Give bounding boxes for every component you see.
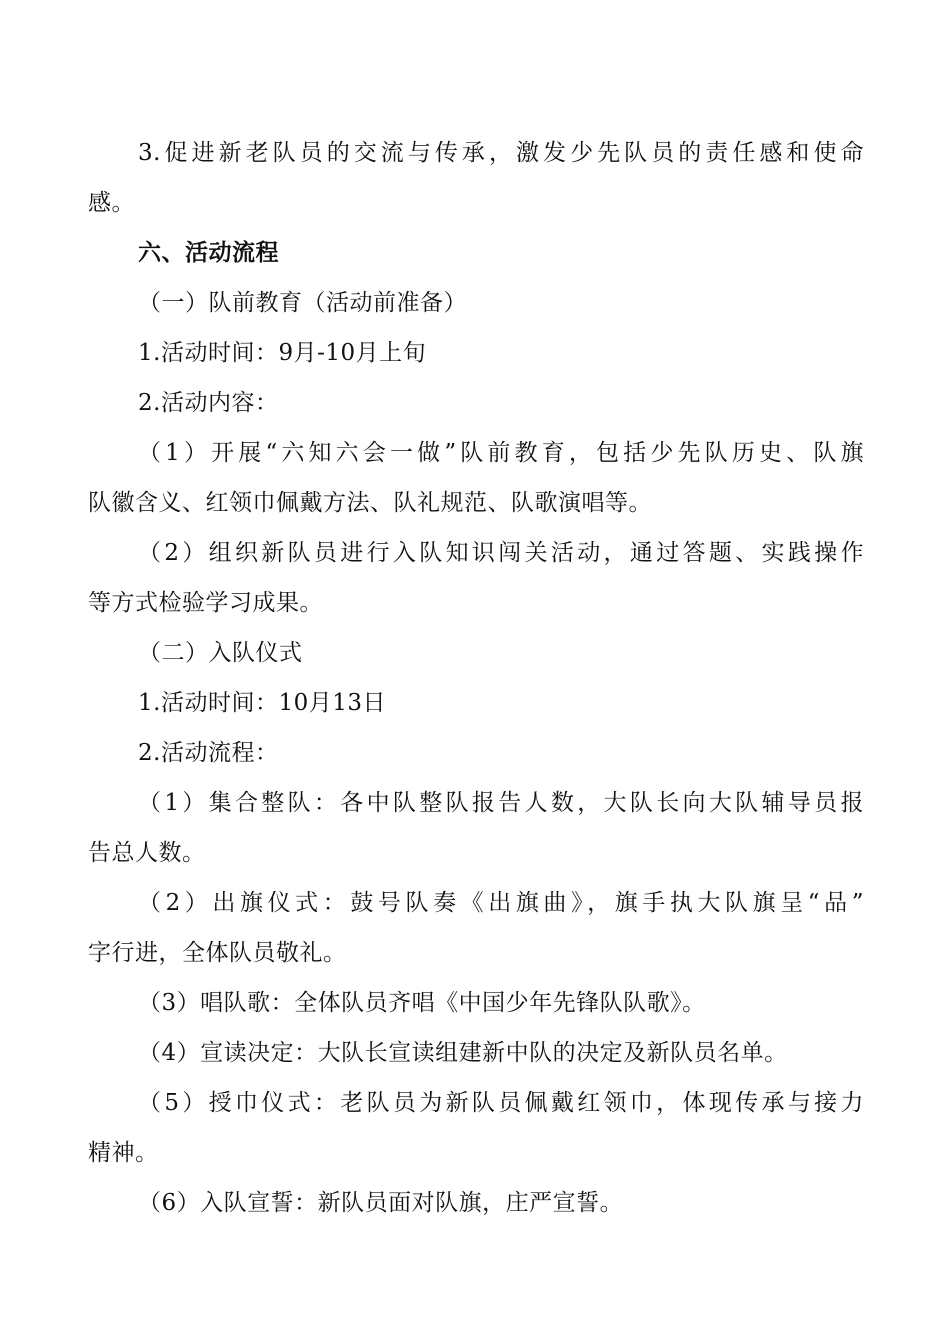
paragraph-line: （5）授巾仪式：老队员为新队员佩戴红领巾，体现传承与接力 [138, 1090, 864, 1116]
section-heading: 六、活动流程 [138, 240, 279, 266]
paragraph-line: 2.活动内容： [138, 390, 279, 416]
paragraph-line: （3）唱队歌：全体队员齐唱《中国少年先锋队队歌》。 [138, 990, 706, 1016]
paragraph-line: （2）组织新队员进行入队知识闯关活动，通过答题、实践操作 [138, 540, 864, 566]
paragraph-line: 精神。 [88, 1140, 159, 1166]
paragraph-line: 告总人数。 [88, 840, 206, 866]
paragraph-line: 队徽含义、红领巾佩戴方法、队礼规范、队歌演唱等。 [88, 490, 652, 516]
paragraph-line: 3.促进新老队员的交流与传承，激发少先队员的责任感和使命 [138, 140, 864, 166]
paragraph-line: （2）出旗仪式：鼓号队奏《出旗曲》，旗手执大队旗呈“品” [138, 890, 864, 916]
subsection-heading: （一）队前教育（活动前准备） [138, 290, 467, 316]
paragraph-line: 1.活动时间：10月13日 [138, 690, 386, 716]
paragraph-line: 2.活动流程： [138, 740, 279, 766]
paragraph-line: 1.活动时间：9月-10月上旬 [138, 340, 427, 366]
paragraph-line: （4）宣读决定：大队长宣读组建新中队的决定及新队员名单。 [138, 1040, 788, 1066]
paragraph-line: 字行进，全体队员敬礼。 [88, 940, 347, 966]
paragraph-line: （1）集合整队：各中队整队报告人数，大队长向大队辅导员报 [138, 790, 864, 816]
paragraph-line: （1）开展“六知六会一做”队前教育，包括少先队历史、队旗 [138, 440, 864, 466]
paragraph-line: 等方式检验学习成果。 [88, 590, 323, 616]
paragraph-line: （6）入队宣誓：新队员面对队旗，庄严宣誓。 [138, 1190, 624, 1216]
subsection-heading: （二）入队仪式 [138, 640, 303, 666]
paragraph-line: 感。 [88, 190, 135, 216]
